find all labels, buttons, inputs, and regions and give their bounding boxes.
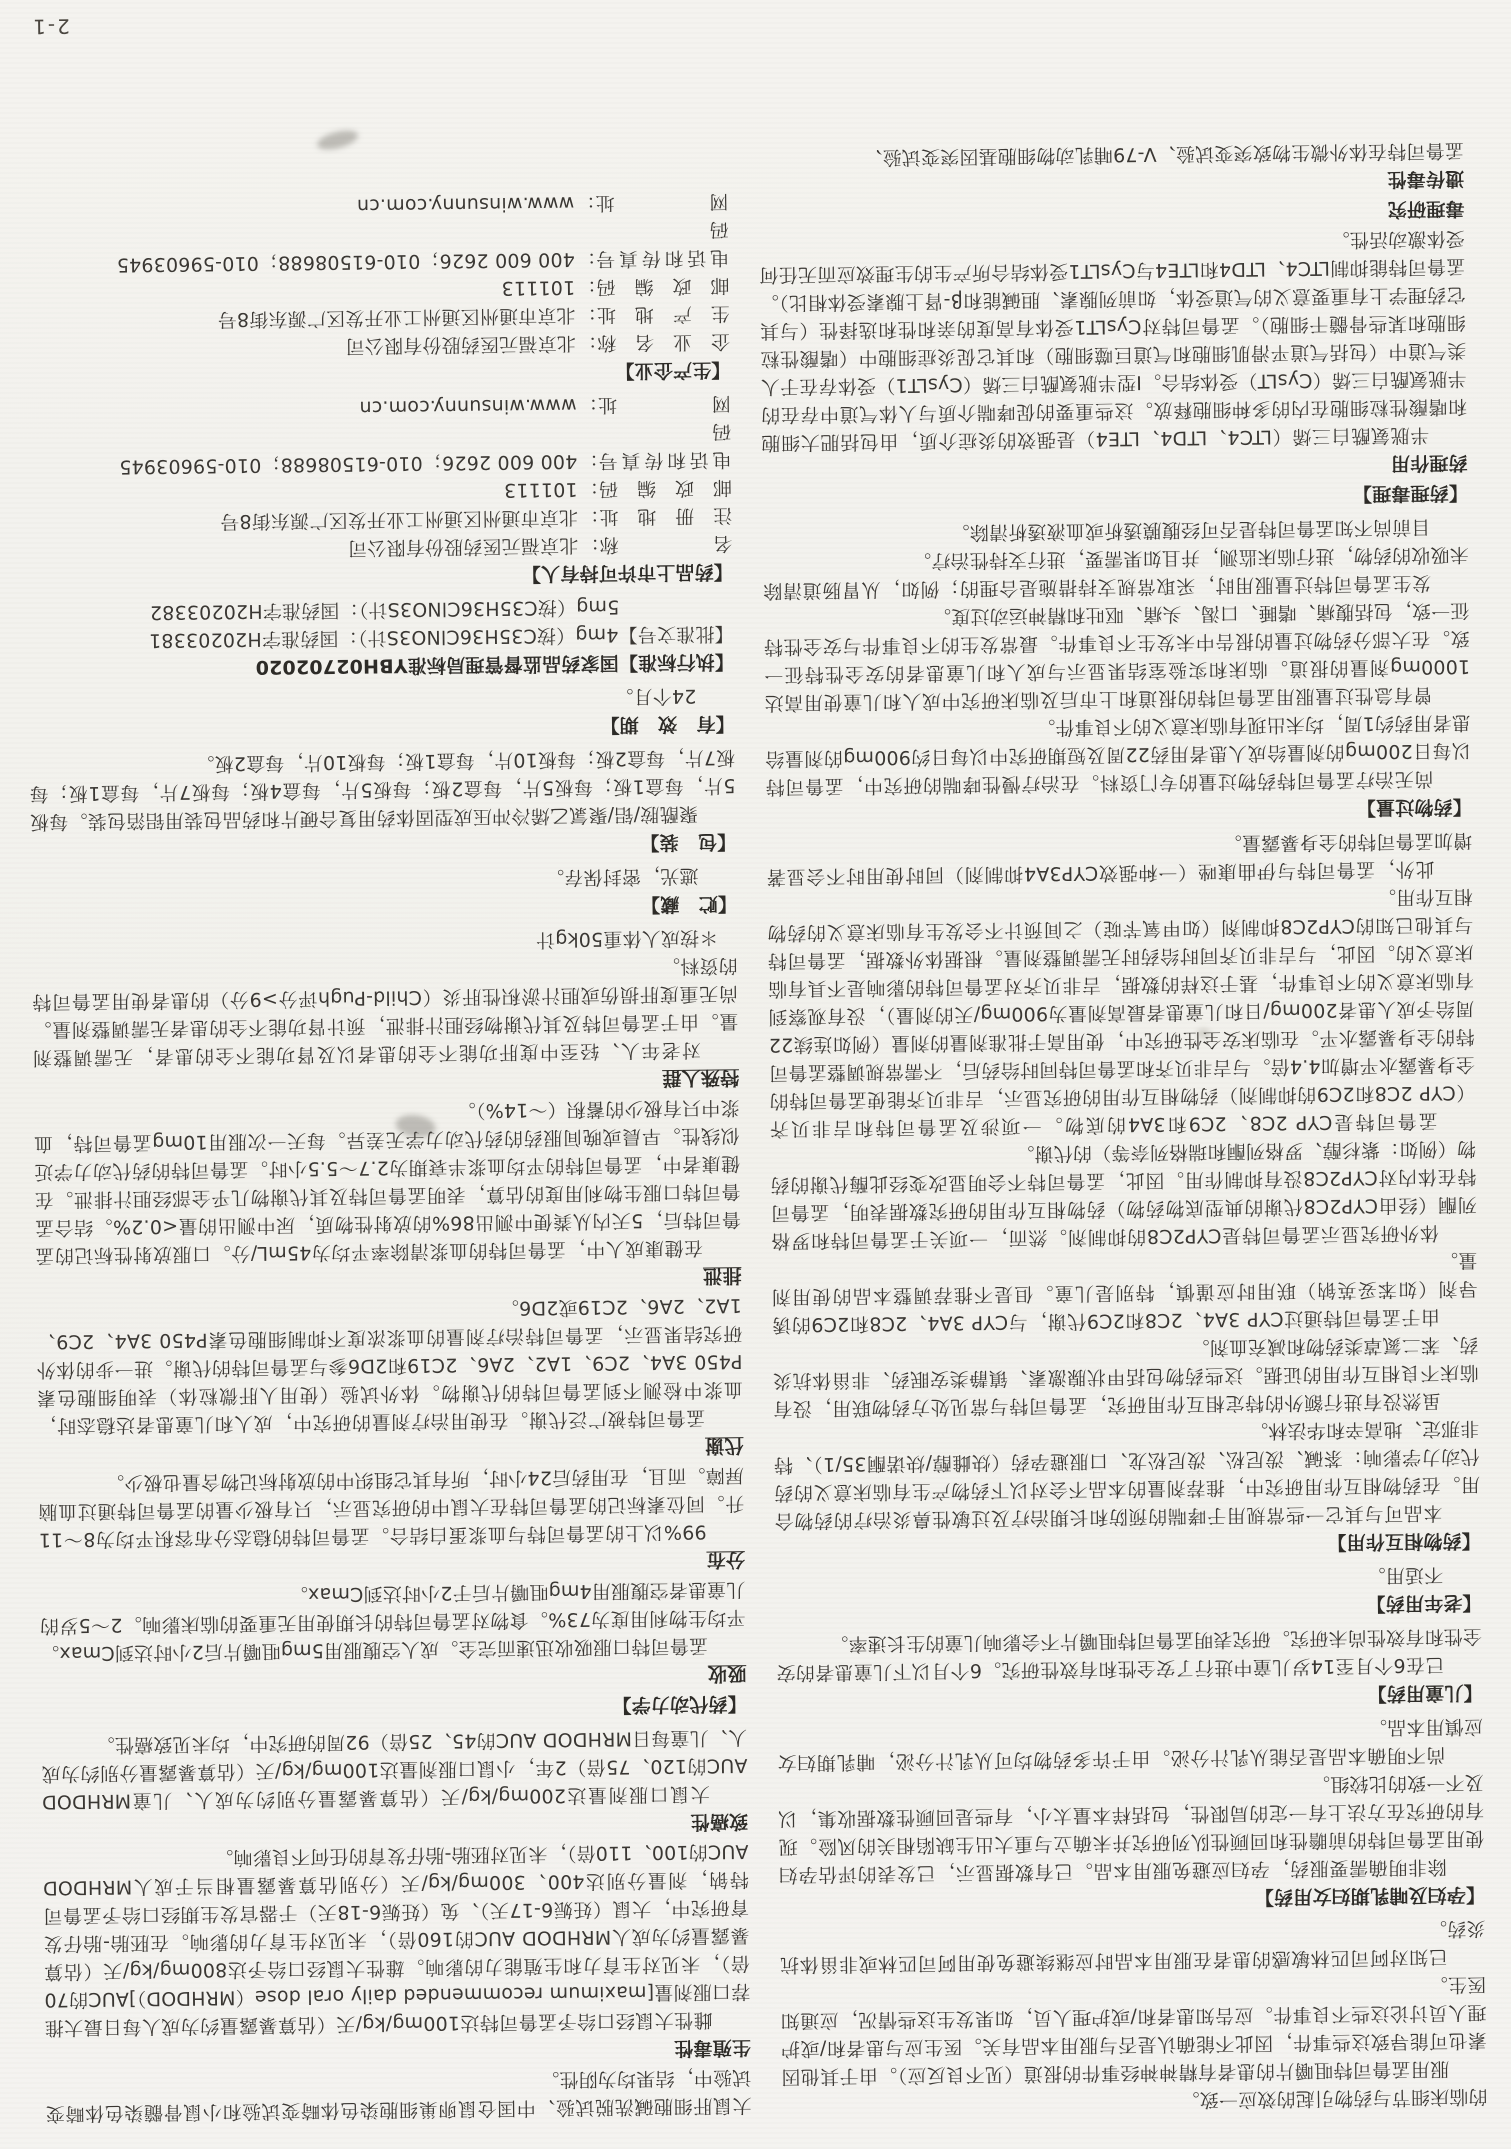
info-value: 400 600 2626；010-61508688；010-59603945 [116, 248, 575, 276]
info-colon: ： [577, 303, 597, 327]
paragraph: 雌性大鼠经口给予孟鲁司特达100mg/kg/天（估算暴露量约为成人每日最大推荐口服剂量[maximum recommended daily oral dose（MRHDOD）]AUC的70倍），未见对生育力和生殖能力的影响。雄性大鼠经口给予达800mg/kg/天（估算暴露量约为成人MRHDOD AUC的160倍），未见对生育力的影响。在胚胎-胎仔发育研究中，大鼠（妊娠6-17天）、兔（妊娠6-18天）于器官发生期经口给予孟鲁司特钠，剂量分别达400、300mg/kg/天（分别估算暴露量相当于成人MRHDOD AUC的100、110倍），未见对胚胎-胎仔发育的任何不良影响。 [42, 1840, 751, 2039]
info-label: 注册地址 [599, 504, 733, 528]
info-value: 101113 [501, 276, 576, 300]
info-colon: ： [576, 247, 597, 271]
paragraph: 体外研究显示孟鲁司特是CYP2C8的抑制剂。然而，一项关于孟鲁司特和罗格列酮（经由CYP2C8代谢的典型底物药物）药物相互作用的研究数据表明，孟鲁司特在体内对CYP2C8没有抑制作用。因此，孟鲁司特不会明显改变经此酶代谢的药物（例如：紫杉醇、罗格列酮和瑞格列奈等）的代谢。 [770, 1137, 1477, 1252]
paragraph: 24个月。 [614, 684, 697, 708]
info-value: 北京福元医药股份有限公司 [347, 534, 579, 559]
paragraph: 发生孟鲁司特过量服用时，采取常规支持措施是合理的；例如，从胃肠道清除未吸收的药物，进行临床监测，并且如果需要，进行支持性治疗。 [762, 543, 1469, 602]
info-colon: ： [578, 393, 598, 417]
paragraph-continuation: 孟鲁司特在体外微生物致突变试验、V-79哺乳动物细胞基因突变试验、 [863, 139, 1464, 169]
paragraph: 99%以上的孟鲁司特与血浆蛋白结合。孟鲁司特的稳态分布容积平均为8～11升。同位素标记的孟鲁司特在大鼠中的研究显示，只有极少量的孟鲁司特通过血脑屏障。而且，在用药后24小时，所有其它组织中的放射标记物含量也极少。 [38, 1464, 745, 1551]
section-heading: 【儿童用药】 [1367, 1681, 1483, 1705]
insert-column-2 [22, 145, 752, 2127]
paragraph: 孟鲁司特被广泛代谢。在使用治疗剂量的研究中，成人和儿童患者达稳态时，血浆中检测不到孟鲁司特的代谢物。体外试验（使用人肝微粒体）表明细胞色素P450 3A4、2C9、1A2、2A6、2C19和2D6参与孟鲁司特的代谢。进一步的体外研究结果显示，孟鲁司特治疗剂量的血浆浓度不抑制细胞色素P450 3A4、2C9、1A2、2A6、2C19或2D6。 [36, 1294, 743, 1437]
paragraph: 在健康成人中，孟鲁司特的血浆清除率平均为45mL/分。口服放射性标记的孟鲁司特后，5天内从粪便中测出86%的放射性物质，尿中测出的量<0.2%。结合孟鲁司特口服生物利用度的估算，表明孟鲁司特及其代谢物几乎全部经胆汁排泄。在健康者中，孟鲁司特的平均血浆半衰期为2.7～5.5小时。孟鲁司特的药代动力学近似线性。早晨或晚间服药的药代动力学无差异。每天一次服用10mg孟鲁司特，血浆中只有极少的蓄积（～14%）。 [33, 1096, 741, 1267]
info-label: 电话和传真号码 [598, 420, 732, 472]
info-label: 邮政编码 [598, 476, 732, 500]
paragraph: 孟鲁司特口服吸收迅速而完全。成人空腹服用5mg咀嚼片后2小时达到Cmax。平均生物利用度为73%。食物对孟鲁司特的长期使用无重要的临床影响。2～5岁的儿童患者空腹服用4mg咀嚼片后于2小时达到Cmax。 [39, 1578, 746, 1665]
info-colon: ： [580, 533, 600, 557]
info-label: 网址 [597, 392, 731, 416]
section-heading: 【药物过量】 [1356, 795, 1472, 819]
sub-heading-underlined: 代谢 [704, 1434, 744, 1457]
section-heading: 【包 装】 [640, 830, 737, 854]
sub-heading-underlined: 分布 [706, 1548, 746, 1571]
paragraph: 由于孟鲁司特通过CYP 3A4、2C8和2C9代谢，与CYP 3A4、2C8和2C9的诱导剂（如苯妥英钠）联用时应谨慎，特别是儿童。但是不推荐调整本品的使用剂量。 [771, 1249, 1478, 1336]
paragraph: 已在6个月至14岁儿童中进行了安全性和有效性研究。6个月以下儿童患者的安全性和有效性尚未研究。研究表明孟鲁司特咀嚼片不会影响儿童的生长速率。 [776, 1625, 1483, 1684]
info-colon: ： [579, 449, 599, 473]
section-heading: 【孕妇及哺乳期妇女用药】 [1254, 1883, 1486, 1908]
sub-heading: 致癌性 [690, 1810, 749, 1833]
info-label: 企业名称 [596, 330, 731, 354]
info-value: www.winsunny.com.cn [359, 394, 577, 419]
paragraph: 大鼠口服剂量达200mg/kg/天（估算暴露量分别约为成人、儿童MRHDOD AUC的120、75倍）2年，小鼠口服剂量达100mg/kg/天（估算暴露量分别约为成人、儿童每日MRHDOD AUC的45、25倍）92周的研究中，均未见致癌性。 [41, 1726, 748, 1813]
sub-heading: 遗传毒性 [1387, 167, 1465, 191]
info-label: 生产地址 [596, 302, 730, 326]
sub-heading: 生殖毒性 [673, 2036, 752, 2060]
info-colon: ： [577, 275, 597, 299]
info-label: 名称 [599, 532, 733, 556]
paragraph-continuation: 大鼠肝细胞碱洗脱试验、中国仓鼠卵巢细胞染色体畸变试验和小鼠骨髓染色体畸变试验中，结果均为阴性。 [45, 2066, 752, 2125]
paragraph: 服用孟鲁司特咀嚼片的患者有精神神经事件的报道（见不良反应）。由于其他因素也可能导致这些事件，因此不能确认是否与服用本品有关。医生应与患者和/或护理人员讨论这些不良事件。应告知患者和/或护理人员，如果发生这些情况，应通知医生。 [780, 1973, 1487, 2088]
paragraph: 虽然没有进行额外的特定相互作用研究，孟鲁司特与常见处方药物联用，没有临床不良相互作用的证据。这些药物包括甲状腺激素、镇静类安眠药、非甾体抗炎药、苯二氮䓬类药物和减充血剂。 [772, 1333, 1479, 1420]
paragraph: 对老年人、轻至中度肝功能不全的患者以及肾功能不全的患者，无需调整剂量。由于孟鲁司特及其代谢物经胆汁排泄，预计肾功能不全的患者无需调整剂量。尚无重度肝损伤或胆汁淤积性肝炎（Child-Pugh评分>9分）的患者使用孟鲁司特的资料。 [31, 954, 739, 1069]
paragraph: 本品可与其它一些常规用于哮喘的预防和长期治疗及过敏性鼻炎治疗的药物合用。在药物相互作用研究中，推荐剂量的本品不会对以下药物产生有临床意义的药代动力学影响：茶碱、泼尼松、泼尼松龙、口服避孕药（炔雌醇/炔诺酮35/1）、特非那定、地高辛和华法林。 [773, 1417, 1481, 1532]
section-heading: 【药品上市许可持有人】 [521, 560, 733, 585]
paragraph-continuation: 5mg（按C35H36ClNO3S计）：国药准字H20203382 [149, 595, 620, 624]
info-colon: ： [576, 191, 596, 215]
paragraph: 孟鲁司特是CYP 2C8、2C9和3A4的底物。一项涉及孟鲁司特和吉非贝齐（CYP 2C8和2C9的抑制剂）药物相互作用的研究显示，吉非贝齐能使孟鲁司特的全身暴露水平增加4.4倍。与吉非贝齐和孟鲁司特同时给药后，不需常规调整孟鲁司特的全身暴露水平。在临床安全性研究中，使用高于批准剂量的剂量（例如连续22周给予成人患者200mg/日和儿童患者最高剂量为900mg/天的剂量），没有观察到有临床意义的不良事件，基于这样的数据，吉非贝齐对孟鲁司特的影响是不具有临床意义的。因此，与吉非贝齐同时给药时无需调整剂量。根据体外数据，孟鲁司特与其他已知的CYP2C8抑制剂（如甲氧苄啶）之间预计不会发生有临床意义的药物相互作用。 [767, 885, 1476, 1140]
info-label: 电话和传真号码 [595, 218, 730, 270]
paragraph: 已知对阿司匹林敏感的患者在服用本品时应继续避免使用阿司匹林或非甾体抗炎药。 [779, 1917, 1486, 1976]
info-line [25, 417, 732, 482]
info-label: 网址 [595, 190, 729, 214]
section-heading: 【生产企业】 [615, 358, 731, 382]
section-heading: 【药物相互作用】 [1327, 1529, 1481, 1554]
paragraph: 尚不明确本品是否能从乳汁分泌。由于许多药物均可从乳汁分泌，哺乳期妇女应慎用本品。 [777, 1715, 1484, 1774]
info-colon: ： [577, 331, 598, 355]
paragraph: 聚酰胺/铝/聚氯乙烯冷冲压成型固体药用复合硬片和药品包装用铝箔包装。每板5片，每盒1板；每板5片，每盒2板；每板5片，每盒4板；每板7片，每盒1板；每板7片，每盒2板；每板10片，每盒1板；每板10片，每盒2板。 [29, 746, 736, 833]
info-value: 400 600 2626；010-61508688；010-59603945 [118, 450, 578, 478]
section-heading: 【执行标准】国家药品监督管理局标准YBH02702020 [255, 650, 735, 679]
info-value: 北京市通州区通州工业开发区广源东街8号 [217, 304, 576, 331]
sub-heading: 毒理研究 [1387, 197, 1465, 221]
paragraph-continuation: 【批准文号】4mg（按C35H36ClNO3S计）：国药准字H20203381 [148, 622, 734, 652]
sub-heading-underlined: 特殊人群 [662, 1066, 740, 1090]
paragraph: 遮光，密封保存。 [544, 864, 699, 889]
paragraph-continuation: 的临床细节与药物引起的效应一致。 [1180, 2085, 1488, 2111]
insert-column-1 [758, 136, 1488, 2118]
info-value: www.winsunny.com.cn [356, 192, 575, 217]
info-value: 北京市通州区通州工业开发区广源东街8号 [219, 506, 579, 533]
sub-heading: 药理作用 [1390, 451, 1468, 475]
info-value: 101113 [503, 478, 578, 502]
paragraph: 尚无治疗孟鲁司特药物过量的专门资料。在治疗慢性哮喘的研究中，孟鲁司特以每日200mg的剂量给成人患者用药22周及短期研究中以每日约900mg的剂量给患者用药约1周，均未出现有临床意义的不良事件。 [765, 711, 1472, 798]
footnote: ＊按成人体重50kg计 [535, 926, 719, 951]
section-heading: 【老年用药】 [1366, 1591, 1482, 1615]
paragraph: 半胱氨酰白三烯（LTC4、LTD4、LTE4）是强效的炎症介质，由包括肥大细胞和嗜酸性粒细胞在内的多种细胞释放。这些重要的促哮喘介质与人体气道中存在的半胱氨酰白三烯（CysLT）受体结合。I型半胱氨酰白三烯（CysLT1）受体存在于人类气道中（包括气道平滑肌细胞和气道巨噬细胞）和其它促炎症细胞中（嗜酸性粒细胞和某些骨髓干细胞）。孟鲁司特对CysLT1受体有高度的亲和性和选择性（与其它药理学上有重要意义的气道受体，如前列腺素、胆碱能和β-肾上腺素受体相比）。孟鲁司特能抑制LTC4、LTD4和LTE4与CysLT1受体结合所产生的生理效应而无任何受体激动活性。 [759, 227, 1468, 454]
section-heading: 【药代动力学】 [612, 1692, 747, 1716]
section-heading: 【贮 藏】 [640, 892, 738, 916]
sub-heading-underlined: 排泄 [702, 1264, 742, 1287]
info-label: 邮政编码 [596, 274, 730, 298]
section-heading: 【有 效 期】 [600, 712, 735, 736]
paragraph: 此外，孟鲁司特与伊曲康唑（一种强效CYP3A4抑制剂）同时使用时不会显著增加孟鲁司特的全身暴露量。 [766, 829, 1473, 888]
paragraph: 目前尚不知孟鲁司特是否可经腹膜透析或血液透析清除。 [950, 515, 1431, 544]
paragraph: 不适用。 [1366, 1563, 1444, 1587]
sub-heading-underlined: 吸收 [707, 1662, 747, 1685]
paragraph: 曾有急性过量服用孟鲁司特的报道和上市后及临床研究中成人和儿童使用高达1000mg剂量的报道。临床和实验室结果显示与成人和儿童患者的安全性特征一致。在大部分药物过量的报告中未发生不良事件。最常发生的不良事件与安全性特征一致，包括腹痛、嗜睡、口渴、头痛、呕吐和精神运动过度。 [763, 599, 1471, 714]
section-heading: 【药理毒理】 [1352, 481, 1469, 505]
info-line [23, 215, 730, 280]
info-colon: ： [579, 505, 600, 529]
page-number: 2-1 [30, 14, 70, 39]
two-column-layout [0, 90, 1511, 2149]
info-colon: ： [579, 477, 599, 501]
paragraph: 除非明确需要服药，孕妇应避免服用本品。已有数据显示，已发表的评估孕妇使用孟鲁司特的前瞻性和回顾性队列研究并未确立与重大出生缺陷相关的风险。现有的研究在方法上有一定的局限性，包括样本量太小，有些是回顾性数据收集，以及不一致的比较组。 [777, 1771, 1485, 1886]
info-value: 北京福元医药股份有限公司 [345, 332, 576, 357]
